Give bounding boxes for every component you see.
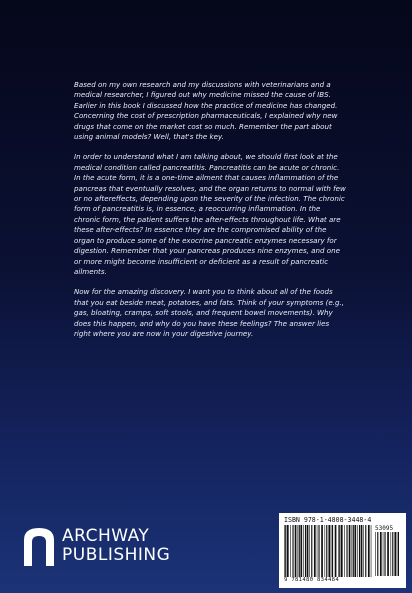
archway-logo-icon	[22, 526, 56, 566]
publisher-name	[62, 527, 170, 565]
isbn-barcode	[279, 513, 406, 588]
paragraph-1: Based on my own research and my discussions with veterinarians and a medical researcher, I figured out why medicine missed the cause of IBS. Earlier in this book I discussed how the practice of medicine has changed. Concerning the cost of prescription pharmaceuticals, I explained why new drugs that come on the market cost so much. Remember the part about using animal models? Well, that's the key.	[74, 80, 338, 142]
barcode-bars	[284, 525, 372, 577]
isbn-text: ISBN 978-1-4808-3448-4	[284, 516, 372, 524]
publisher-logo	[22, 524, 170, 568]
paragraph-3: Now for the amazing discovery. I want you to think about all of the foods that you eat beside meat, potatoes, and fats. Think of your symptoms (e.g., gas, bloating, cramps, soft stools, and frequent bowel movements). Why does this happen, and why do you have these feelings? The answer lies right where you are now in your digestive journey.	[74, 287, 345, 338]
price-code: 53095	[375, 525, 394, 532]
barcode-digits: 9 781480 834484	[284, 577, 340, 583]
publisher-line-2: PUBLISHING	[62, 545, 171, 565]
publisher-line-1: ARCHWAY	[62, 526, 150, 546]
back-cover-text	[74, 80, 346, 349]
addon-barcode-bars	[375, 532, 399, 576]
paragraph-2: In order to understand what I am talking about, we should first look at the medical condition called pancreatitis. Pancreatitis can be acute or chronic. In the acute form, it is a one-time ailment that causes inflammation of the pancreas that eventually resolves, and the organ returns to normal with few or no aftereffects, depending upon the severity of the infection. The chronic form of pancreatitis is, in essence, a reoccurring inflammation. In the chronic form, the patient suffers the after-effects throughout life. What are these after-effects? In essence they are the compromised ability of the organ to produce some of the exocrine pancreatic enzymes necessary for digestion. Remember that your pancreas produces nine enzymes, and one or more might become insufficient or deficient as a result of pancreatic ailments.	[74, 152, 346, 276]
